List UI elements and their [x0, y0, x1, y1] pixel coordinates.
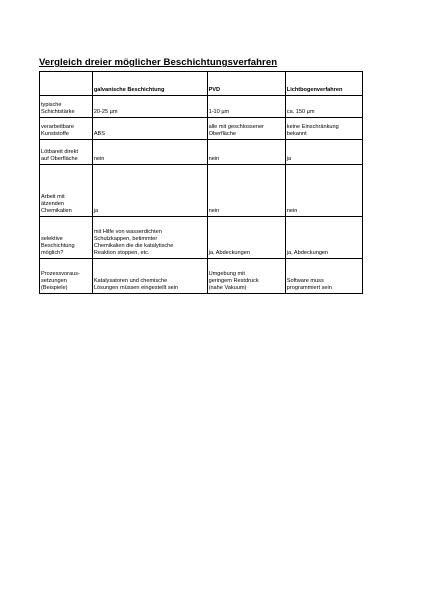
table-row [40, 259, 363, 294]
table-cell: Katalysatoren und chemische Lösungen müssen eingestellt sein [92, 259, 207, 294]
table-cell: nein [207, 140, 285, 165]
row-label: Prozessvoraus- setzungen (Beispiele) [40, 259, 93, 294]
table-cell: ja, Abdeckungen [285, 217, 362, 259]
table-cell: ja, Abdeckungen [207, 217, 285, 259]
row-label: Lötbareit direkt auf Oberfläche [40, 140, 93, 165]
table-cell: 20-25 µm [92, 96, 207, 118]
table-cell: ja [92, 165, 207, 217]
header-cell-pvd: PVD [207, 72, 285, 96]
table-cell: ABS [92, 118, 207, 140]
table-cell: nein [92, 140, 207, 165]
comparison-table [39, 71, 363, 294]
table-cell: nein [285, 165, 362, 217]
table-row [40, 96, 363, 118]
row-label: typische Schichtstärke [40, 96, 93, 118]
table-cell: nein [207, 165, 285, 217]
table-cell: mit Hilfe von wasserdichten Schutzkappen, betimmter Chemikalien die die katalytische Reaktion stoppen, etc. [92, 217, 207, 259]
table-row [40, 217, 363, 259]
table-row [40, 118, 363, 140]
table-cell: ja [285, 140, 362, 165]
table-cell: Umgebung mit geringem Restdruck (nahe Vakuum) [207, 259, 285, 294]
table-header-row [40, 72, 363, 96]
header-cell-empty [40, 72, 93, 96]
row-label: verarbeitbare Kunststoffe [40, 118, 93, 140]
document-title: Vergleich dreier möglicher Beschichtungsverfahren [39, 57, 278, 68]
header-cell-galvanisch: galvanische Beschichtung [92, 72, 207, 96]
table-row [40, 165, 363, 217]
header-cell-lichtbogen: Lichtbogenverfahren [285, 72, 362, 96]
table-cell: alle mit geschlossener Oberfläche [207, 118, 285, 140]
table-cell: ca. 150 µm [285, 96, 362, 118]
row-label: Arbeit mit ätzenden Chemikalien [40, 165, 93, 217]
table-cell: Software muss programmiert sein [285, 259, 362, 294]
table-cell: keine Einschränkung bekannt [285, 118, 362, 140]
table-row [40, 140, 363, 165]
table-cell: 1-10 µm [207, 96, 285, 118]
row-label: selektive Beschichtung möglich? [40, 217, 93, 259]
